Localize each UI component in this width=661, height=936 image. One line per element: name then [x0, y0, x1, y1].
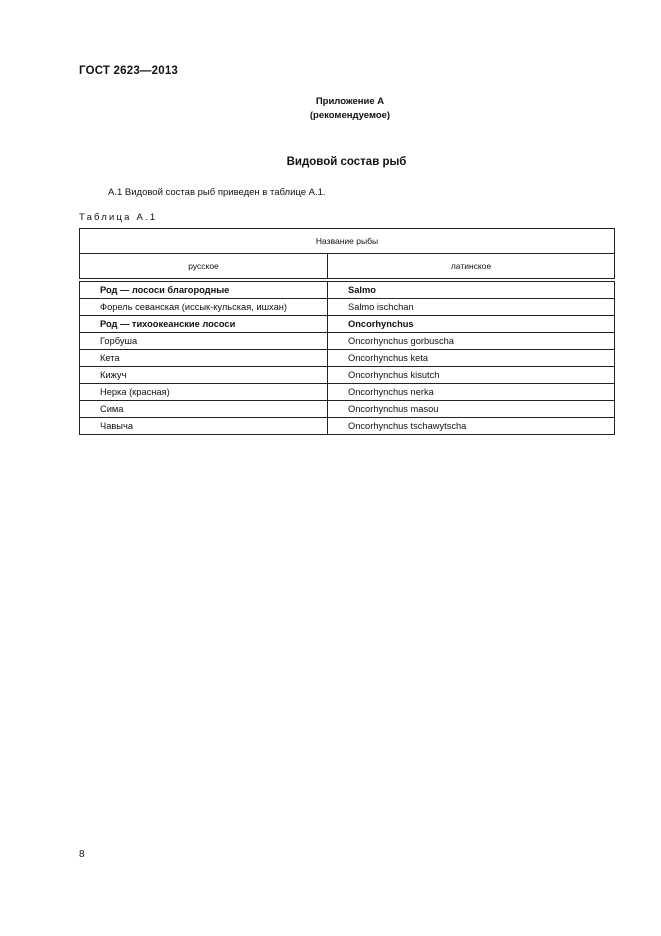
- column-header-russian: русское: [80, 254, 328, 281]
- cell-latin: Oncorhynchus keta: [328, 350, 615, 367]
- cell-latin: Oncorhynchus gorbuscha: [328, 333, 615, 350]
- section-title: Видовой состав рыб: [286, 156, 407, 168]
- table-row: [80, 299, 615, 316]
- cell-russian: Форель севанская (иссык-кульская, ишхан): [80, 299, 328, 316]
- appendix-heading: [0, 95, 661, 123]
- page-number: 8: [79, 849, 85, 860]
- appendix-type: (рекомендуемое): [309, 110, 391, 121]
- table-row: [80, 280, 615, 299]
- fish-species-table: [79, 228, 615, 435]
- cell-latin: Oncorhynchus masou: [328, 401, 615, 418]
- cell-latin: Oncorhynchus nerka: [328, 384, 615, 401]
- table-row: [80, 418, 615, 435]
- table-subheader-row: [80, 254, 615, 281]
- cell-russian: Сима: [80, 401, 328, 418]
- table-row: [80, 316, 615, 333]
- cell-latin: Oncorhynchus: [328, 316, 615, 333]
- intro-paragraph: А.1 Видовой состав рыб приведен в таблице А.1.: [108, 187, 326, 198]
- cell-russian: Род — тихоокеанские лососи: [80, 316, 328, 333]
- cell-russian: Горбуша: [80, 333, 328, 350]
- cell-latin: Oncorhynchus tschawytscha: [328, 418, 615, 435]
- cell-latin: Salmo: [328, 280, 615, 299]
- cell-russian: Кижуч: [80, 367, 328, 384]
- column-header-latin: латинское: [328, 254, 615, 281]
- table-header-row: [80, 229, 615, 254]
- cell-latin: Salmo ischchan: [328, 299, 615, 316]
- document-standard-number: ГОСТ 2623—2013: [79, 65, 179, 77]
- table-caption: Таблица А.1: [79, 212, 158, 223]
- cell-russian: Род — лососи благородные: [80, 280, 328, 299]
- table-row: [80, 384, 615, 401]
- cell-russian: Чавыча: [80, 418, 328, 435]
- table-row: [80, 350, 615, 367]
- table-row: [80, 367, 615, 384]
- appendix-title: Приложение А: [315, 96, 385, 107]
- table-row: [80, 401, 615, 418]
- table-header-main: Название рыбы: [80, 229, 615, 254]
- cell-russian: Нерка (красная): [80, 384, 328, 401]
- table-row: [80, 333, 615, 350]
- cell-latin: Oncorhynchus kisutch: [328, 367, 615, 384]
- cell-russian: Кета: [80, 350, 328, 367]
